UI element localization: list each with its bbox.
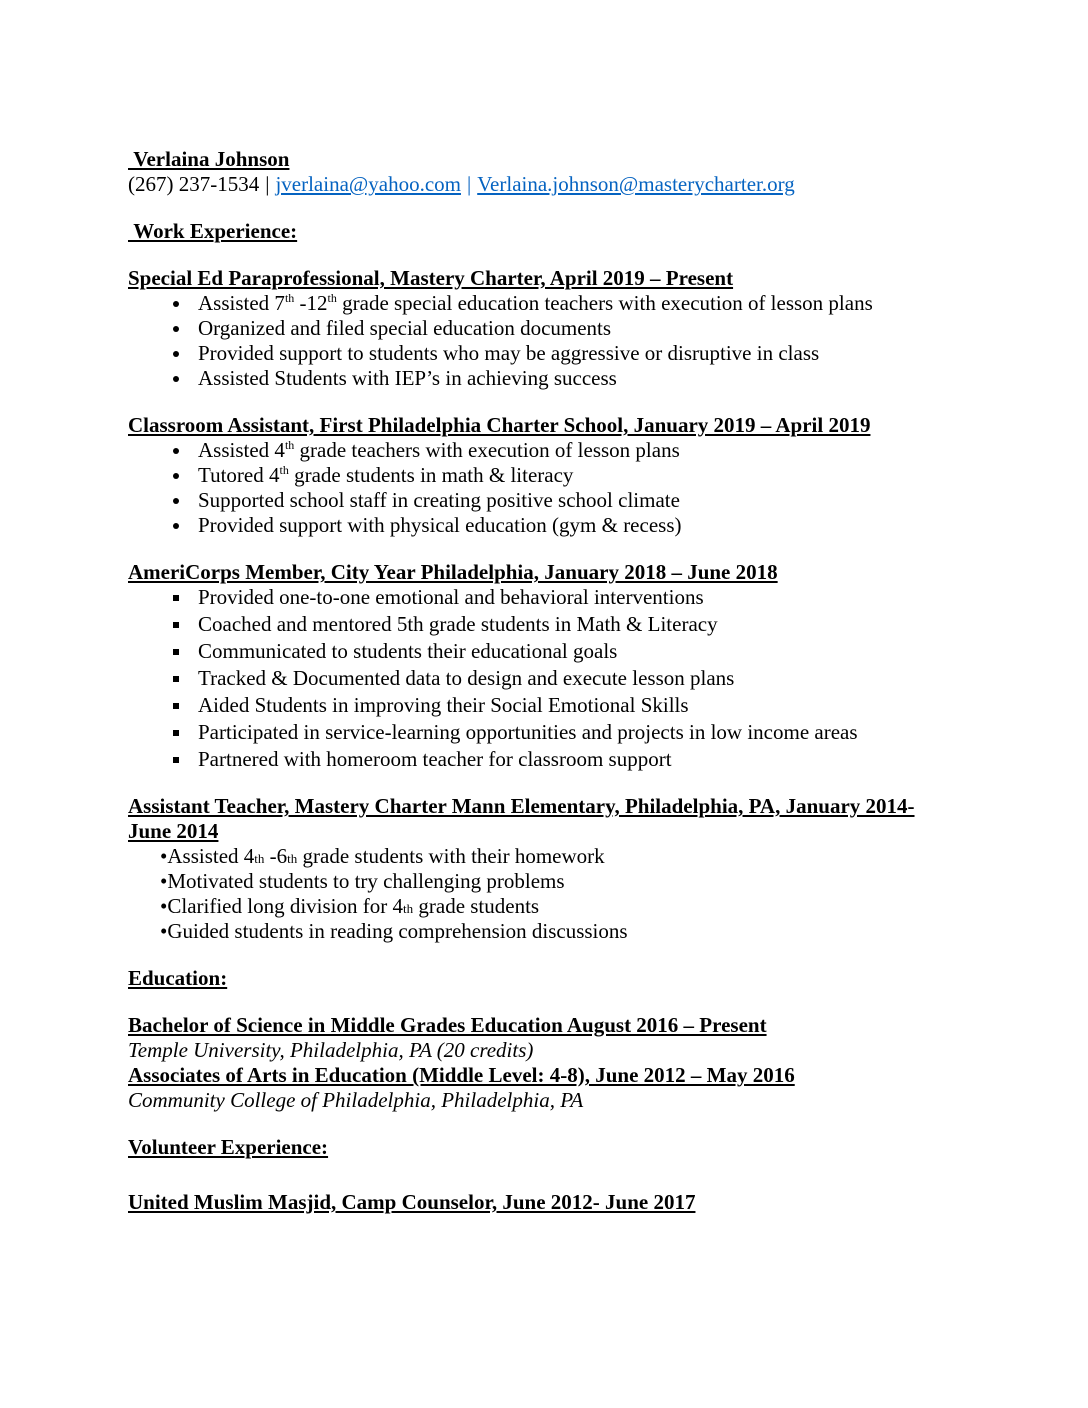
job-classroom-assistant [128, 413, 960, 538]
bullet-item: • Provided support to students who may be aggressive or disruptive in class [192, 341, 960, 366]
job-assistant-teacher [128, 794, 960, 944]
separator: | [466, 172, 472, 196]
volunteer-heading: Volunteer Experience: [128, 1135, 329, 1159]
job-title: Classroom Assistant, First Philadelphia Charter School, January 2019 – April 2019 [128, 413, 871, 437]
bullet-item: ▪ Partnered with homeroom teacher for classroom support [192, 747, 960, 772]
contact-line [128, 172, 960, 197]
email-link-masterycharter[interactable]: Verlaina.johnson@masterycharter.org [477, 172, 795, 196]
contact-header [128, 147, 960, 197]
bullet-item: • Assisted 4th grade teachers with execution of lesson plans [192, 438, 960, 463]
volunteer-entry: United Muslim Masjid, Camp Counselor, June 2012- June 2017 [128, 1190, 696, 1214]
separator: | [265, 172, 270, 196]
work-experience-heading: Work Experience: [128, 219, 298, 243]
job-title: Special Ed Paraprofessional, Mastery Charter, April 2019 – Present [128, 266, 734, 290]
email-link-yahoo[interactable]: jverlaina@yahoo.com [275, 172, 461, 196]
bullet-item: ▪ Provided one-to-one emotional and behavioral interventions [192, 585, 960, 610]
bullet-item: • Organized and filed special education documents [192, 316, 960, 341]
job-bullet-list [128, 438, 960, 538]
bullet-item: ▪ Participated in service-learning opportunities and projects in low income areas [192, 720, 960, 745]
job-americorps-member [128, 560, 960, 772]
bullet-item: • Assisted 7th -12th grade special education teachers with execution of lesson plans [192, 291, 960, 316]
bullet-item: ▪ Communicated to students their educational goals [192, 639, 960, 664]
bullet-item: ▪ Coached and mentored 5th grade students in Math & Literacy [192, 612, 960, 637]
school-ccp: Community College of Philadelphia, Philadelphia, PA [128, 1088, 584, 1112]
bullet-item: ▪ Aided Students in improving their Social Emotional Skills [192, 693, 960, 718]
bullet-item: • Provided support with physical education (gym & recess) [192, 513, 960, 538]
school-temple: Temple University, Philadelphia, PA (20 credits) [128, 1038, 534, 1062]
job-bullet-list [128, 291, 960, 391]
bullet-item: ▪ Tracked & Documented data to design and execute lesson plans [192, 666, 960, 691]
job-bullet-list [128, 585, 960, 772]
job-special-ed-paraprofessional [128, 266, 960, 391]
spacer [128, 197, 960, 219]
bullet-item: • Assisted 4th -6th grade students with their homework [160, 844, 960, 869]
phone-number: (267) 237-1534 [128, 172, 260, 196]
education-list [128, 1013, 960, 1113]
bullet-item: • Supported school staff in creating positive school climate [192, 488, 960, 513]
job-title: Assistant Teacher, Mastery Charter Mann Elementary, Philadelphia, PA, January 2014- June 2014 [128, 794, 915, 843]
bullet-item: • Tutored 4th grade students in math & literacy [192, 463, 960, 488]
person-name: Verlaina Johnson [128, 147, 290, 171]
job-bullet-list [128, 844, 960, 944]
bullet-item: • Clarified long division for 4th grade students [160, 894, 960, 919]
bullet-item: • Assisted Students with IEP’s in achieving success [192, 366, 960, 391]
bullet-item: • Guided students in reading comprehension discussions [160, 919, 960, 944]
education-heading: Education: [128, 966, 228, 990]
bullet-item: • Motivated students to try challenging problems [160, 869, 960, 894]
degree-associates: Associates of Arts in Education (Middle Level: 4-8), June 2012 – May 2016 [128, 1063, 795, 1087]
job-title: AmeriCorps Member, City Year Philadelphia, January 2018 – June 2018 [128, 560, 778, 584]
degree-bachelor: Bachelor of Science in Middle Grades Education August 2016 – Present [128, 1013, 767, 1037]
